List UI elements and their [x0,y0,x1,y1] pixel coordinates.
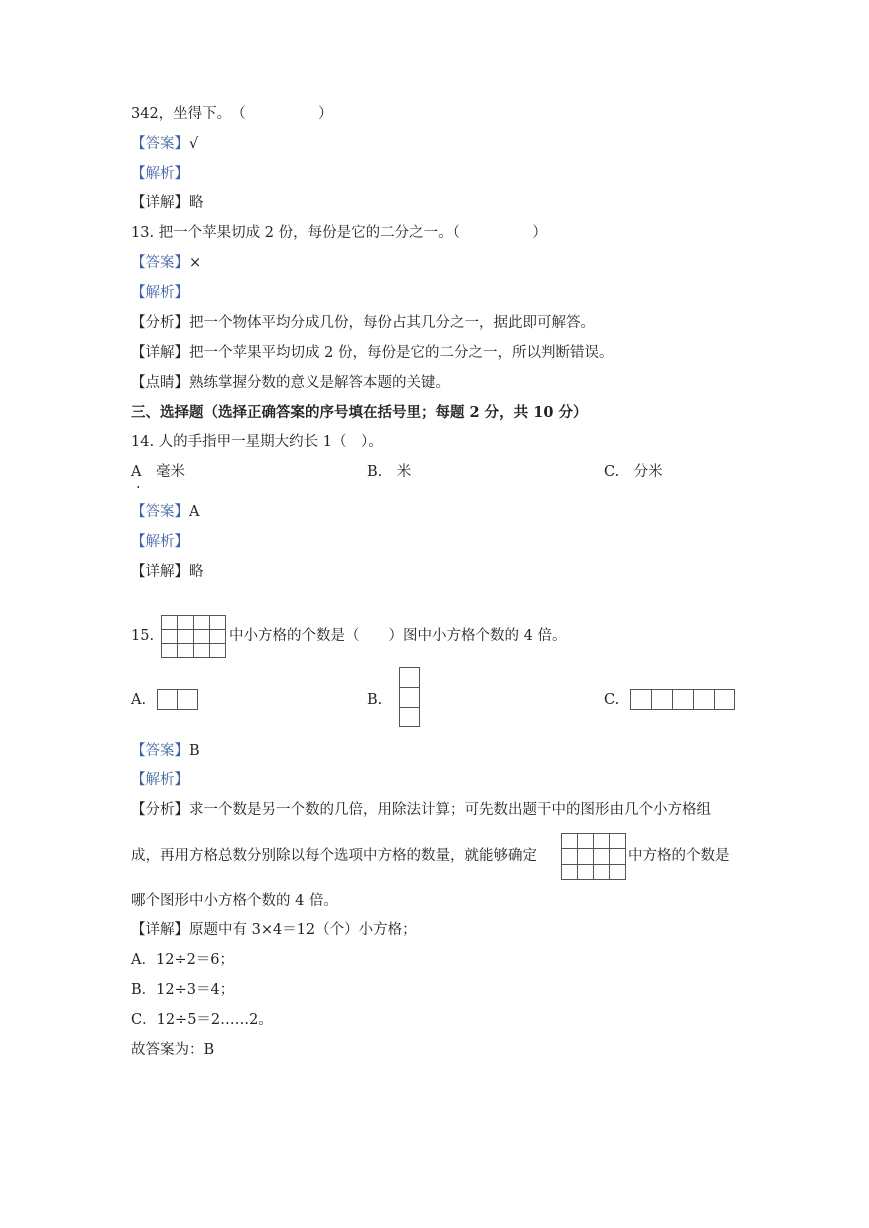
q15-option-a-label: A. [131,692,147,708]
q15-calc-c: C．12÷5＝2……2。 [131,1012,273,1028]
option-b-3x1-figure [399,667,421,728]
q14-detail [131,562,204,582]
q14-option-a: A 毫米 [131,464,185,480]
answer-value: √ [189,136,199,152]
q14-answer [131,502,199,522]
answer-value: × [189,255,202,271]
q12-jiexi: 【解析】 [131,166,189,182]
q15-conclusion: 故答案为：B [131,1042,215,1058]
q15-analysis-line-1: 【分析】求一个数是另一个数的几倍，用除法计算；可先数出题干中的图形由几个小方格组 [131,802,711,818]
grid-3x4-inline-figure [561,833,627,881]
answer-value: B [189,743,200,759]
q12-detail [131,193,204,213]
q14-jiexi: 【解析】 [131,534,189,550]
q15-calc-b: B．12÷3＝4； [131,982,235,998]
q15-calc-a: A．12÷2＝6； [131,952,235,968]
q14-question: 14. 人的手指甲一星期大约长 1（ ）。 [131,434,383,450]
q13-answer [131,253,201,273]
option-c-1x5-figure [630,689,736,711]
q15-option-b-label: B. [367,692,383,708]
q12-answer [131,134,198,154]
answer-tag: 【答案】 [131,504,189,520]
q15-detail: 【详解】原题中有 3×4＝12（个）小方格； [131,922,417,938]
q13-detail: 【详解】把一个苹果平均切成 2 份，每份是它的二分之一，所以判断错误。 [131,345,614,361]
option-a-1x2-figure [157,689,199,711]
q15-analysis-line-2a: 成，再用方格总数分别除以每个选项中方格的数量，就能够确定 [131,848,537,864]
q13-tip: 【点睛】熟练掌握分数的意义是解答本题的关键。 [131,375,450,391]
q14-option-c: C. 分米 [604,464,663,480]
answer-tag: 【答案】 [131,255,189,271]
section-3-heading: 三、选择题（选择正确答案的序号填在括号里；每题 2 分，共 10 分） [131,404,588,421]
answer-value: A [189,504,200,520]
q12-tail-text: 342，坐得下。 （ ） [131,106,333,122]
answer-tag: 【答案】 [131,136,189,152]
q13-analysis: 【分析】把一个物体平均分成几份，每份占其几分之一，据此即可解答。 [131,315,595,331]
q13-jiexi: 【解析】 [131,285,189,301]
grid-3x4-figure [161,615,227,659]
q15-jiexi: 【解析】 [131,772,189,788]
q15-number: 15. [131,628,155,644]
q14-option-a-dot: ． [136,476,151,492]
detail-tag: 【详解】 [131,195,189,211]
q15-answer [131,741,200,761]
q15-analysis-line-2b: 中方格的个数是 [628,848,730,864]
q14-option-b: B. 米 [367,464,412,480]
detail-value: 略 [189,564,204,580]
q15-option-c-label: C. [604,692,620,708]
q15-question-text: 中小方格的个数是（ ）图中小方格个数的 4 倍。 [229,628,567,644]
detail-value: 略 [189,195,204,211]
q13-question: 13. 把一个苹果切成 2 份，每份是它的二分之一。（ ） [131,225,547,241]
detail-tag: 【详解】 [131,564,189,580]
answer-tag: 【答案】 [131,743,189,759]
q15-analysis-line-3: 哪个图形中小方格个数的 4 倍。 [131,893,338,909]
